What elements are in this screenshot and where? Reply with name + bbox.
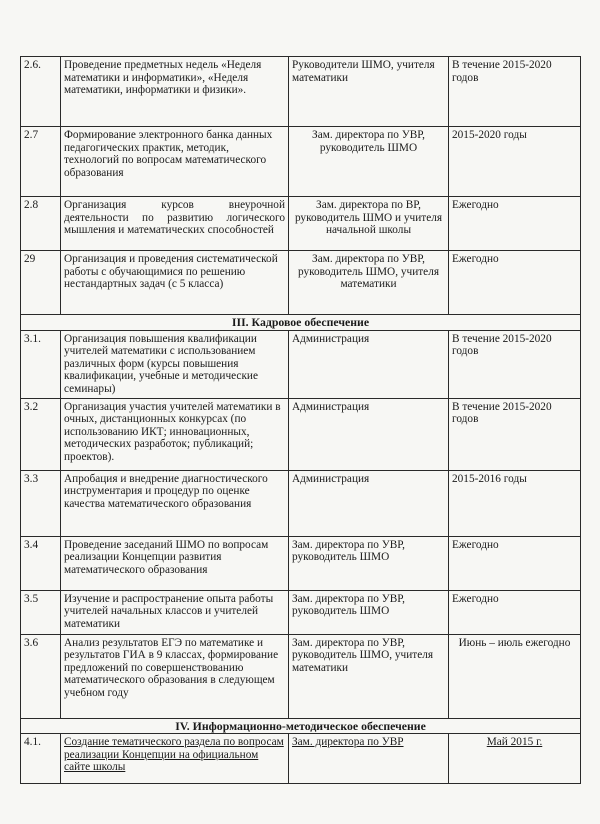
section-header <box>21 718 581 734</box>
table-row <box>21 634 581 718</box>
table-row <box>21 197 581 251</box>
responsible-cell: Зам. директора по УВР, руководитель ШМО <box>289 536 449 590</box>
event-cell: Апробация и внедрение диагностического инструментария и процедур по оценке качества математического образования <box>61 470 289 536</box>
row-number: 4.1. <box>21 734 61 784</box>
row-number: 3.6 <box>21 634 61 718</box>
event-cell: Проведение заседаний ШМО по вопросам реализации Концепции развития математического образования <box>61 536 289 590</box>
table-row <box>21 251 581 315</box>
event-cell: Организация повышения квалификации учителей математики с использованием различных форм (курсы повышения квалификации, учебные и методические семинары) <box>61 330 289 398</box>
responsible-cell: Зам. директора по ВР, руководитель ШМО и учителя начальной школы <box>289 197 449 251</box>
row-number: 29 <box>21 251 61 315</box>
event-cell: Создание тематического раздела по вопросам реализации Концепции на официальном сайте школы <box>61 734 289 784</box>
row-number: 3.3 <box>21 470 61 536</box>
plan-table <box>20 56 581 784</box>
table-row <box>21 470 581 536</box>
term-cell: Ежегодно <box>449 590 581 634</box>
responsible-cell: Зам. директора по УВР, руководитель ШМО, учителя математики <box>289 634 449 718</box>
term-cell: В течение 2015-2020 годов <box>449 330 581 398</box>
responsible-cell: Администрация <box>289 398 449 470</box>
term-cell: Ежегодно <box>449 197 581 251</box>
term-cell: В течение 2015-2020 годов <box>449 57 581 127</box>
responsible-cell: Администрация <box>289 330 449 398</box>
responsible-cell: Зам. директора по УВР, руководитель ШМО <box>289 127 449 197</box>
table-row <box>21 734 581 784</box>
event-cell: Изучение и распространение опыта работы учителей начальных классов и учителей математики <box>61 590 289 634</box>
section-header <box>21 315 581 331</box>
table-row <box>21 590 581 634</box>
term-cell: Июнь – июль ежегодно <box>449 634 581 718</box>
term-cell: Ежегодно <box>449 536 581 590</box>
term-cell: Ежегодно <box>449 251 581 315</box>
event-cell: Анализ результатов ЕГЭ по математике и результатов ГИА в 9 классах, формирование предложений по совершенствованию математического образования в следующем учебном году <box>61 634 289 718</box>
event-cell: Формирование электронного банка данных педагогических практик, методик, технологий по вопросам математического образования <box>61 127 289 197</box>
table-row <box>21 398 581 470</box>
table-row <box>21 57 581 127</box>
row-number: 3.1. <box>21 330 61 398</box>
event-cell: Организация курсов внеурочной деятельности по развитию логического мышления и математических способностей <box>61 197 289 251</box>
event-cell: Организация и проведения систематической работы с обучающимися по решению нестандартных задач (с 5 класса) <box>61 251 289 315</box>
row-number: 2.7 <box>21 127 61 197</box>
responsible-cell: Зам. директора по УВР, руководитель ШМО <box>289 590 449 634</box>
table-row <box>21 330 581 398</box>
term-cell: 2015-2020 годы <box>449 127 581 197</box>
row-number: 3.2 <box>21 398 61 470</box>
table-row <box>21 127 581 197</box>
event-cell: Проведение предметных недель «Неделя математики и информатики», «Неделя математики, информатики и физики». <box>61 57 289 127</box>
term-cell: 2015-2016 годы <box>449 470 581 536</box>
event-cell: Организация участия учителей математики в очных, дистанционных конкурсах (по использованию ИКТ; инновационных, методических разработок; публикаций; проектов). <box>61 398 289 470</box>
table-row <box>21 536 581 590</box>
term-cell: Май 2015 г. <box>449 734 581 784</box>
row-number: 3.4 <box>21 536 61 590</box>
row-number: 2.6. <box>21 57 61 127</box>
section-title: IV. Информационно-методическое обеспечение <box>21 718 581 734</box>
responsible-cell: Руководители ШМО, учителя математики <box>289 57 449 127</box>
responsible-cell: Зам. директора по УВР <box>289 734 449 784</box>
row-number: 3.5 <box>21 590 61 634</box>
row-number: 2.8 <box>21 197 61 251</box>
term-cell: В течение 2015-2020 годов <box>449 398 581 470</box>
responsible-cell: Администрация <box>289 470 449 536</box>
responsible-cell: Зам. директора по УВР, руководитель ШМО, учителя математики <box>289 251 449 315</box>
section-title: III. Кадровое обеспечение <box>21 315 581 331</box>
